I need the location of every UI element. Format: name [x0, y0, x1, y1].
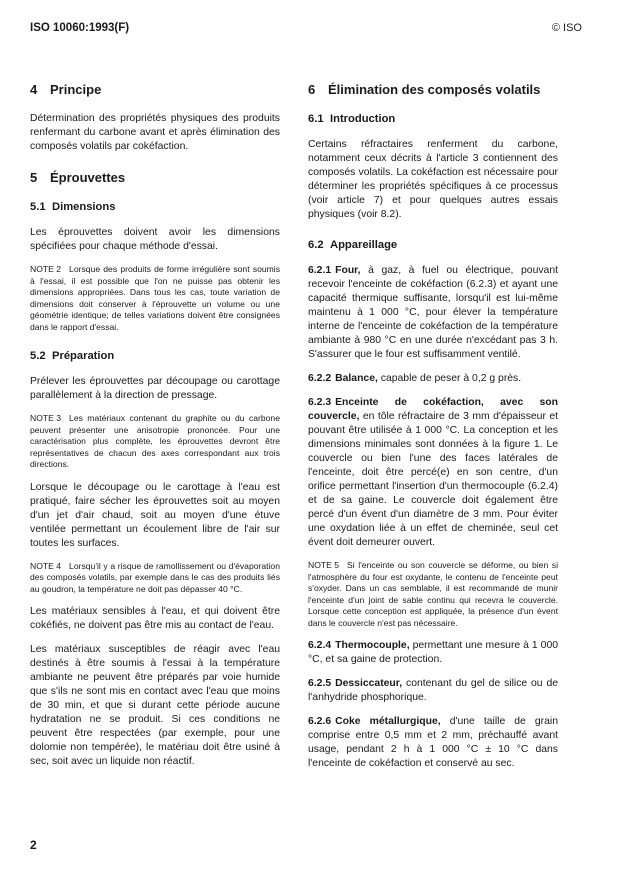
para-6-2-6: 6.2.6 Coke métallurgique, d'une taille de grain comprise entre 0,5 mm et 2 mm, préchauffé avant usage, pendant 2 h à 1 000 °C ± 10 °C dans l'enceinte de cokéfaction et conservé au sec. — [308, 716, 559, 769]
section-6-heading: 6 Élimination des composés volatils — [308, 82, 541, 97]
para-6-2-4: 6.2.4 Thermocouple, permettant une mesure à 1 000 °C, et sa gaine de protection. — [308, 640, 559, 665]
section-5-2-text-4: Les matériaux susceptibles de réagir avec l'eau destinés à être soumis à l'essai à la température ambiante ne peuvent être préparés par voie humide que s'ils ne sont mis en contact avec l'eau que moins de 30 min, et que si durant cette période aucune hydratation ne se produit. Si ces conditions ne peuvent être respectées (par exemple, pour une dolomie non tempérée), le matériau doit être usiné à sec, soit avec un liquide non réactif. — [30, 644, 280, 767]
note-5: NOTE 5 Si l'enceinte ou son couvercle se déforme, ou bien si l'atmosphère du four est oxydante, le contenu de l'enceinte peut s'oxyder. Dans un cas semblable, il est recommandé de munir l'enceinte d'un joint de sable continu qui recevra le couvercle. Lorsque cette conception est appliquée, la présence d'un évent dans le couvercle n'est pas nécessaire. — [308, 560, 558, 628]
section-6-1-heading: 6.1 Introduction — [308, 113, 396, 125]
section-5-2-text-2: Lorsque le découpage ou le carottage à l'eau est pratiqué, faire sécher les éprouvettes soit au moyen d'un jet d'air chaud, soit au moyen d'une étuve ventilée permettant un écoulement libre de l'air sur toutes les surfaces. — [30, 481, 280, 549]
section-4-text: Détermination des propriétés physiques des produits renfermant du carbone avant et après élimination des composés volatils par cokéfaction. — [30, 113, 280, 152]
note-2: NOTE 2 Lorsque des produits de forme irrégulière sont soumis à l'essai, il est possible que l'on ne puisse pas obtenir les dimensions appropriées. Dans tous les cas, toute variation de dimensions doit conserver à l'éprouvette un volume ou une géométrie identique; de telles variations doivent être consignées dans le rapport d'essai. — [30, 264, 280, 332]
section-5-2-text-3: Les matériaux sensibles à l'eau, et qui doivent être cokéfiés, ne doivent pas être mis au contact de l'eau. — [30, 606, 280, 631]
section-6-2-heading: 6.2 Appareillage — [308, 239, 398, 251]
right-column — [308, 82, 558, 781]
section-5-heading: 5 Éprouvettes — [30, 170, 126, 185]
para-6-2-1: 6.2.1 Four, à gaz, à fuel ou électrique, pouvant recevoir l'enceinte de cokéfaction (6.2.3) et ayant une capacité thermique suffisante, lorsqu'il est lui-même maintenu à 1 000 °C, pour élever la température interne de l'enceinte de cokéfaction de la température ambiante à 980 °C en une durée n'excédant pas 3 h. S'assurer que le four est suffisamment ventilé. — [308, 265, 558, 360]
section-5-2-heading: 5.2 Préparation — [30, 350, 115, 362]
section-5-2-text-1: Prélever les éprouvettes par découpage ou carottage parallèlement à la direction de pressage. — [30, 376, 280, 401]
para-6-2-5: 6.2.5 Dessiccateur, contenant du gel de silice ou de l'anhydride phosphorique. — [308, 678, 559, 703]
section-5-1-text: Les éprouvettes doivent avoir les dimensions spécifiées pour chaque méthode d'essai. — [30, 227, 280, 252]
section-5-1-heading: 5.1 Dimensions — [30, 201, 116, 213]
section-6-1-text: Certains réfractaires renferment du carbone, notamment ceux décrits à l'article 3 contiennent des composés volatils. La cokéfaction est nécessaire pour déterminer les propriétés spécifiques à ce processus (voir article 7) et pour quelques autres essais physiques (voir 8.2). — [308, 139, 558, 220]
note-4: NOTE 4 Lorsqu'il y a risque de ramollissement ou d'évaporation des composés volatils, par exemple dans le cas des produits liés au goudron, la température ne doit pas dépasser 40 °C. — [30, 560, 280, 594]
left-column — [30, 82, 280, 779]
note-3: NOTE 3 Les matériaux contenant du graphite ou du carbone peuvent présenter une anisotropie prononcée. Pour une caractérisation plus complète, les éprouvettes devront être représentatives de chacun des axes correspondant aux trois directions. — [30, 413, 280, 469]
para-6-2-2: 6.2.2 Balance, capable de peser à 0,2 g près. — [308, 373, 522, 384]
para-6-2-3: 6.2.3 Enceinte de cokéfaction, avec son couvercle, en tôle réfractaire de 3 mm d'épaisseur et pouvant être utilisée à 1 000 °C. La conception et les dimensions minimales sont données à la figure 1. Le couvercle ou bien l'une des faces latérales de l'enceinte, doit être percé(e) en son centre, d'un orifice permettant l'insertion d'un thermocouple (6.2.4) et de sa gaine. Le couvercle doit également être percé d'un évent d'un diamètre de 3 mm. Pour éviter une oxydation liée à un effet de cheminée, seul cet évent doit demeurer ouvert. — [308, 397, 559, 548]
document-id: ISO 10060:1993(F) — [30, 22, 130, 34]
section-4-heading: 4 Principe — [30, 82, 102, 97]
copyright: © ISO — [551, 22, 582, 34]
page-number: 2 — [30, 838, 37, 852]
